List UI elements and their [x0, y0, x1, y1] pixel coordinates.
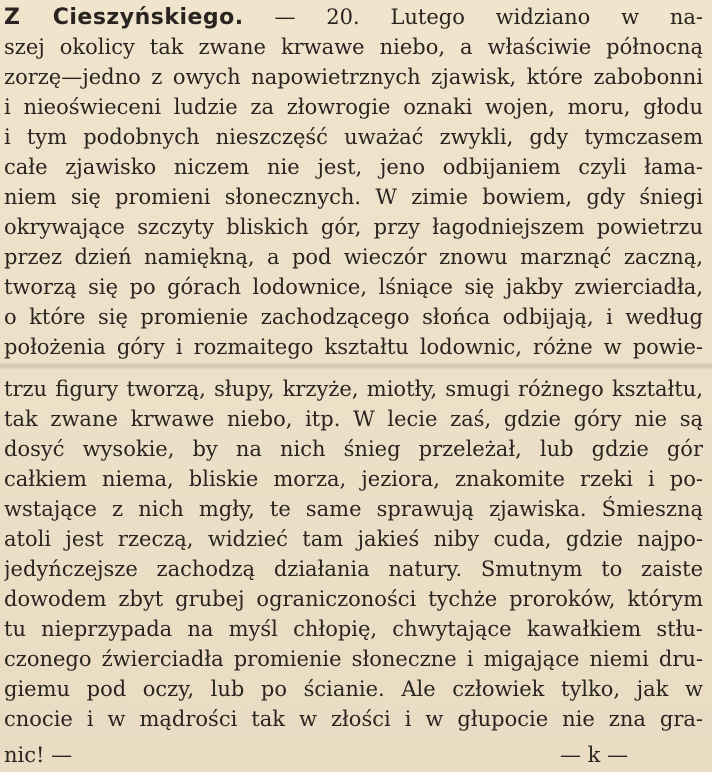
article-line-24: cnocie i w mądrości tak w złości i w głupocie nie zna gra- [4, 707, 703, 731]
article-line-22: czonego źwierciadła promienie słoneczne i migające niemi dru- [4, 647, 703, 671]
article-line-15: dosyć wysokie, by na nich śnieg przeleżał, lub gdzie gór [4, 437, 703, 461]
article-line-1-text: — 20. Lutego widziano w na- [274, 5, 703, 29]
article-line-18: atoli jest rzeczą, widzieć tam jakieś niby cuda, gdzie najpo- [4, 527, 703, 551]
article-line-13: trzu figury tworzą, słupy, krzyże, miotły, smugi różnego kształtu, [4, 377, 703, 401]
article-line-11: o które się promienie zachodzącego słońca odbijają, i według [4, 305, 703, 329]
article-line-9: przez dzień namiękną, a pod wieczór znowu marznąć zaczną, [4, 245, 703, 269]
article-line-10: tworzą się po górach lodownice, lśniące się jakby zwierciadła, [4, 275, 703, 299]
article-line-25: nic! — [4, 743, 73, 767]
article-line-4: i nieoświeceni ludzie za złowrogie oznaki wojen, moru, głodu [4, 95, 703, 119]
article-line-3: zorzę—jedno z owych napowietrznych zjawisk, które zabobonni [4, 65, 703, 89]
article-line-5: i tym podobnych nieszczęść uważać zwykli, gdy tymczasem [4, 125, 703, 149]
article-headline: Z Cieszyńskiego. [4, 5, 244, 30]
article-line-21: tu nieprzypada na myśl chłopię, chwytające kawałkiem stłu- [4, 617, 703, 641]
article-line-7: niem się promieni słonecznych. W zimie bowiem, gdy śniegi [4, 185, 703, 209]
article-line-2: szej okolicy tak zwane krwawe niebo, a właściwie północną [4, 35, 703, 59]
article-line-20: dowodem zbyt grubej ograniczoności tychże proroków, którym [4, 587, 703, 611]
article-line-16: całkiem niema, bliskie morza, jeziora, znakomite rzeki i po- [4, 467, 703, 491]
article-line-12: położenia góry i rozmaitego kształtu lodownic, różne w powie- [4, 335, 703, 359]
article-line-6: całe zjawisko niczem nie jest, jeno odbijaniem czyli łama- [4, 155, 703, 179]
page-fold [0, 362, 712, 370]
article-line-14: tak zwane krwawe niebo, itp. W lecie zaś, gdzie góry nie są [4, 407, 703, 431]
article-line-1 [4, 2, 703, 32]
article-line-23: giemu pod oczy, lub po ścianie. Ale człowiek tylko, jak w [4, 677, 703, 701]
article-signature: — k — [560, 743, 629, 767]
article-line-19: jedyńczejsze zachodzą działania natury. Smutnym to zaiste [4, 557, 703, 581]
article-line-17: wstające z nich mgły, te same sprawują zjawiska. Śmieszną [4, 497, 703, 521]
article-line-8: okrywające szczyty bliskich gór, przy łagodniejszem powietrzu [4, 215, 703, 239]
